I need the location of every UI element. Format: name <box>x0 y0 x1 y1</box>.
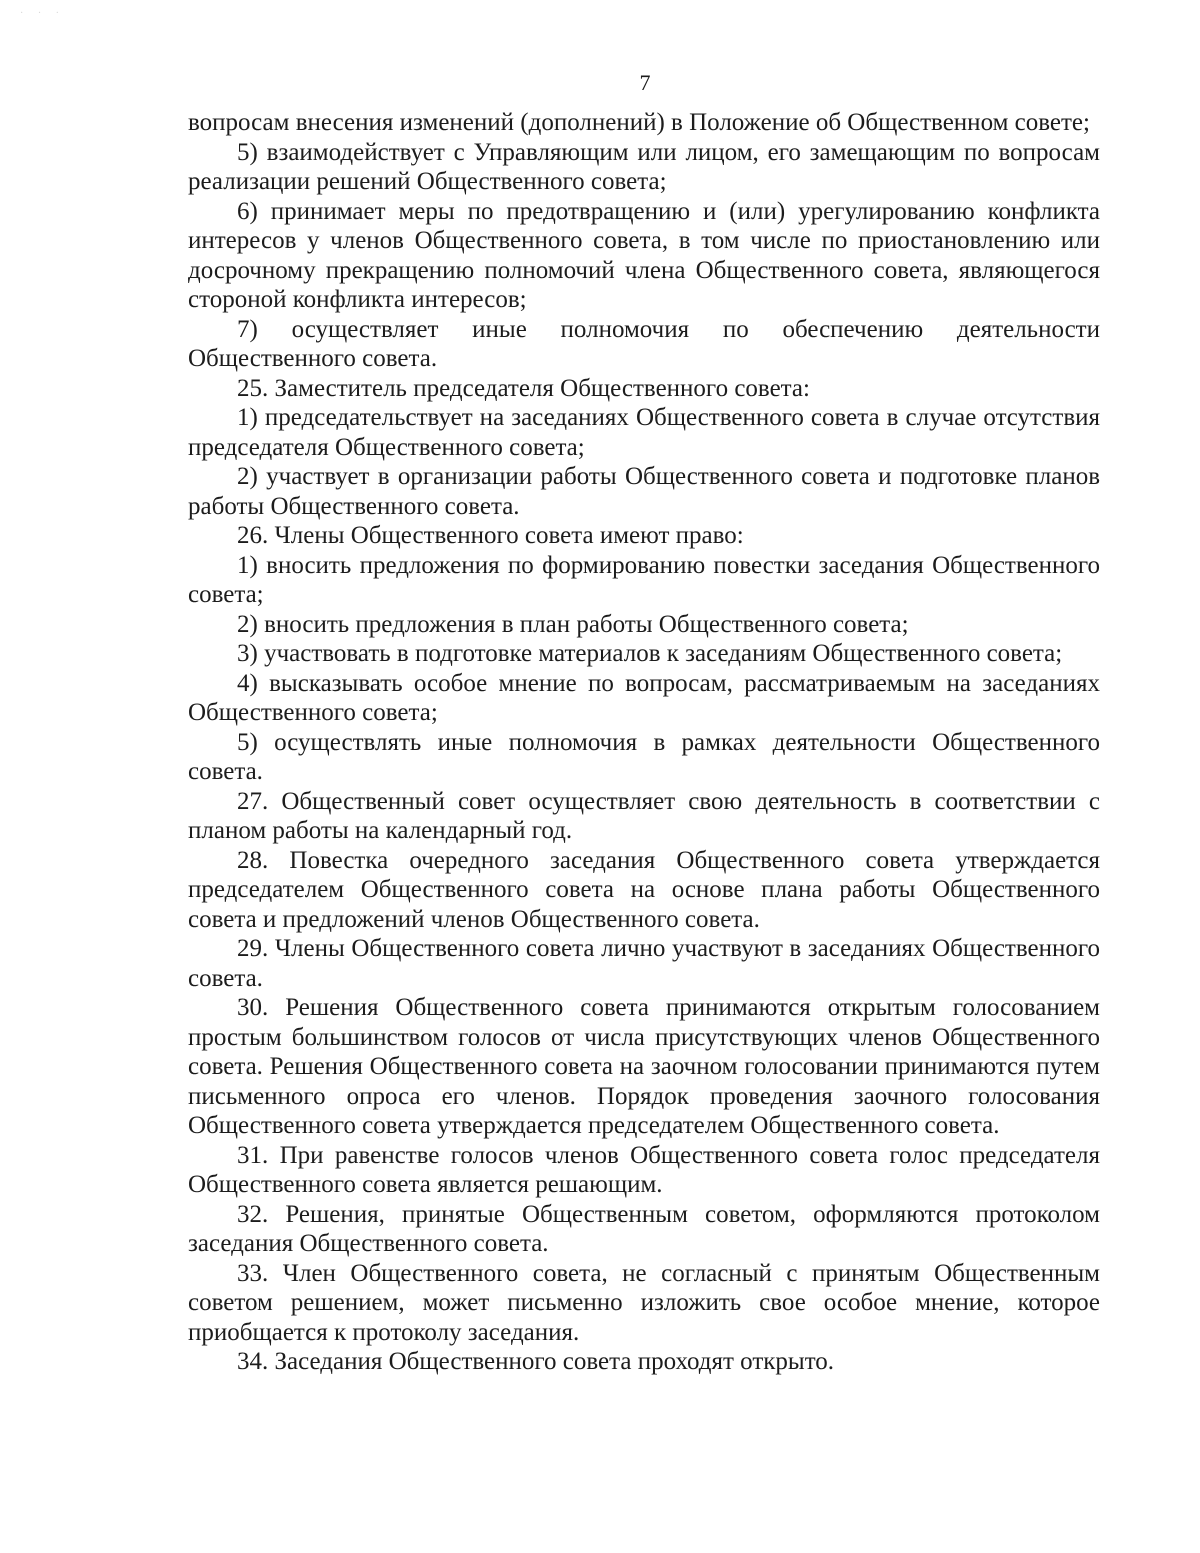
paragraph-clause-32: 32. Решения, принятые Общественным советом, оформляются протоколом заседания Общественного совета. <box>188 1200 1100 1257</box>
paragraph-clause-27: 27. Общественный совет осуществляет свою деятельность в соответствии с планом работы на календарный год. <box>188 787 1100 844</box>
paragraph-clause-25-item-2: 2) участвует в организации работы Общественного совета и подготовке планов работы Общественного совета. <box>188 463 1100 520</box>
paragraph-clause-34: 34. Заседания Общественного совета проходят открыто. <box>237 1348 835 1375</box>
scan-noise: · · · <box>20 8 65 19</box>
paragraph-clause-26-item-3: 3) участвовать в подготовке материалов к заседаниям Общественного совета; <box>237 640 1063 667</box>
paragraph-clause-26: 26. Члены Общественного совета имеют право: <box>237 522 744 549</box>
paragraph-clause-25: 25. Заместитель председателя Общественного совета: <box>237 374 810 402</box>
paragraph-item-5: 5) взаимодействует с Управляющим или лицом, его замещающим по вопросам реализации решений Общественного совета; <box>188 138 1100 195</box>
paragraph-clause-30: 30. Решения Общественного совета принимаются открытым голосованием простым большинством голосов от числа присутствующих членов Общественного совета. Решения Общественного совета на заочном голосовании принимаются путем письменного опроса его членов. Порядок проведения заочного голосования Общественного совета утверждается председателем Общественного совета. <box>188 994 1100 1139</box>
paragraph-clause-31: 31. При равенстве голосов членов Общественного совета голос председателя Общественного совета является решающим. <box>188 1141 1100 1198</box>
paragraph-item-6: 6) принимает меры по предотвращению и (или) урегулированию конфликта интересов у членов Общественного совета, в том числе по приостановлению или досрочному прекращению полномочий члена Общественного совета, являющегося стороной конфликта интересов; <box>188 197 1100 313</box>
paragraph-clause-33: 33. Член Общественного совета, не согласный с принятым Общественным советом решением, может письменно изложить свое особое мнение, которое приобщается к протоколу заседания. <box>188 1259 1100 1346</box>
paragraph-clause-26-item-5: 5) осуществлять иные полномочия в рамках деятельности Общественного совета. <box>188 728 1100 785</box>
paragraph-clause-25-item-1: 1) председательствует на заседаниях Общественного совета в случае отсутствия председателя Общественного совета; <box>188 404 1100 461</box>
document-body <box>188 108 1100 1377</box>
paragraph-clause-26-item-2: 2) вносить предложения в план работы Общественного совета; <box>237 610 909 638</box>
paragraph-clause-26-item-1: 1) вносить предложения по формированию повестки заседания Общественного совета; <box>188 551 1100 608</box>
paragraph-clause-28: 28. Повестка очередного заседания Общественного совета утверждается председателем Общественного совета на основе плана работы Общественного совета и предложений членов Общественного совета. <box>188 846 1100 933</box>
paragraph-item-7: 7) осуществляет иные полномочия по обеспечению деятельности Общественного совета. <box>188 315 1100 372</box>
paragraph-continuation: вопросам внесения изменений (дополнений) в Положение об Общественном совете; <box>188 109 1090 136</box>
page-number: 7 <box>639 70 651 95</box>
paragraph-clause-26-item-4: 4) высказывать особое мнение по вопросам, рассматриваемым на заседаниях Общественного совета; <box>188 669 1100 726</box>
paragraph-clause-29: 29. Члены Общественного совета лично участвуют в заседаниях Общественного совета. <box>188 935 1100 992</box>
